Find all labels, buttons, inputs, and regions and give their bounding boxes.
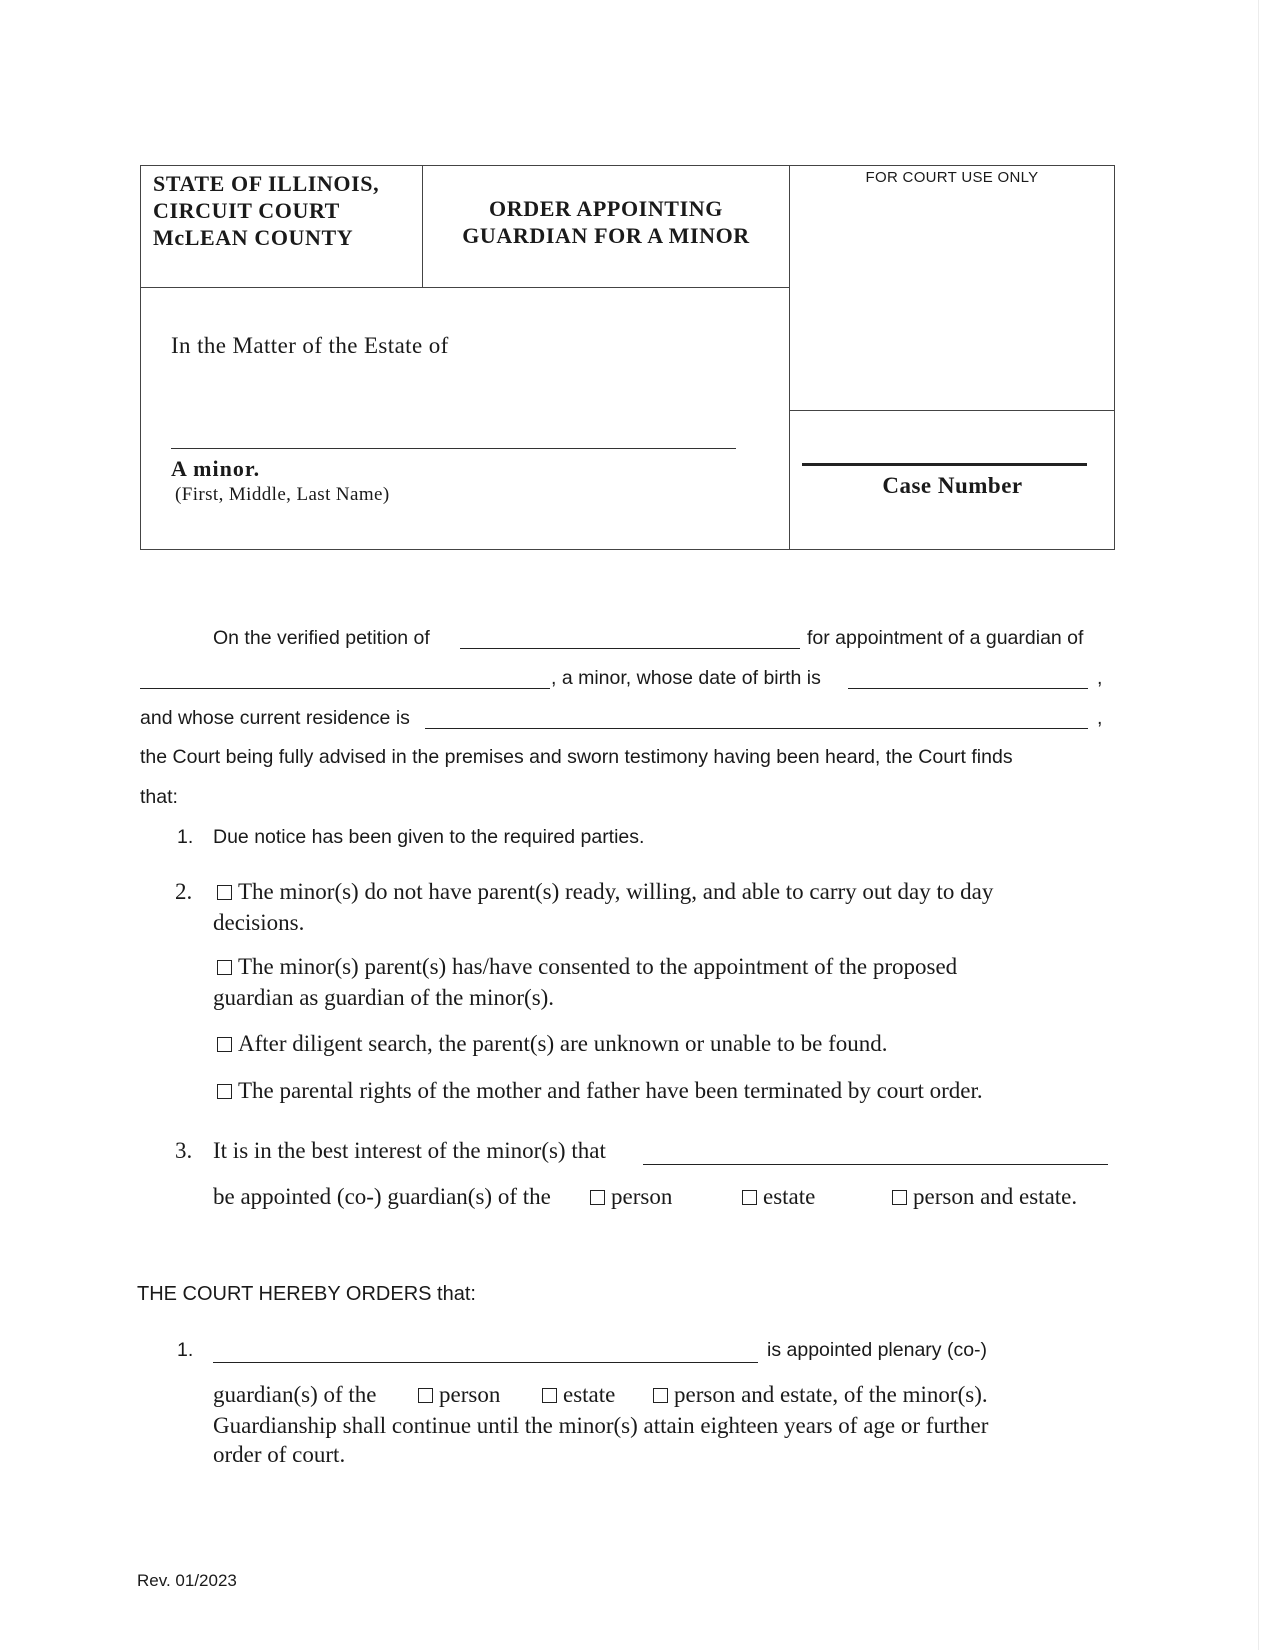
caption-box bbox=[140, 165, 1115, 550]
checkbox-plenary-person-estate[interactable] bbox=[653, 1388, 668, 1403]
unknown-parent-text: After diligent search, the parent(s) are unknown or unable to be found. bbox=[238, 1031, 888, 1056]
guardian-name-field[interactable] bbox=[643, 1164, 1108, 1165]
revision-label: Rev. 01/2023 bbox=[137, 1571, 237, 1590]
no-parent-option[interactable] bbox=[217, 879, 993, 905]
checkbox-consent[interactable] bbox=[217, 960, 232, 975]
guardian-person-option[interactable] bbox=[590, 1184, 672, 1210]
state-line-1: STATE OF ILLINOIS, bbox=[153, 171, 380, 196]
title-line-2: GUARDIAN FOR A MINOR bbox=[462, 223, 750, 248]
guardian-person-estate-text: person and estate. bbox=[913, 1184, 1078, 1209]
petitioner-field[interactable] bbox=[460, 648, 800, 649]
case-number-label: Case Number bbox=[882, 473, 1023, 498]
checkbox-guardian-person-estate[interactable] bbox=[892, 1190, 907, 1205]
dob-comma: , bbox=[1097, 667, 1103, 689]
appointed-text: be appointed (co-) guardian(s) of the bbox=[213, 1184, 551, 1209]
residence-field[interactable] bbox=[425, 728, 1088, 729]
court-use-box bbox=[789, 166, 1114, 411]
case-number-box bbox=[789, 411, 1114, 549]
consent-text-1: The minor(s) parent(s) has/have consented to the appointment of the proposed bbox=[238, 954, 958, 979]
minor-dob-text: , a minor, whose date of birth is bbox=[551, 667, 821, 689]
order-1-text: is appointed plenary (co-) bbox=[767, 1339, 988, 1361]
matter-text: In the Matter of the Estate of bbox=[171, 333, 449, 358]
dob-field[interactable] bbox=[848, 688, 1088, 689]
no-parent-text-2: decisions. bbox=[213, 910, 305, 935]
guardian-of-text: guardian(s) of the bbox=[213, 1382, 377, 1407]
plenary-estate-option[interactable] bbox=[542, 1382, 615, 1408]
checkbox-guardian-person[interactable] bbox=[590, 1190, 605, 1205]
continue-text-2: order of court. bbox=[213, 1442, 346, 1467]
guardian-person-estate-option[interactable] bbox=[892, 1184, 1077, 1210]
finding-1-text: Due notice has been given to the required parties. bbox=[213, 826, 645, 848]
guardian-estate-text: estate bbox=[763, 1184, 816, 1209]
plenary-estate-text: estate bbox=[563, 1382, 616, 1407]
checkbox-terminated-rights[interactable] bbox=[217, 1084, 232, 1099]
order-1-number: 1. bbox=[177, 1339, 194, 1361]
state-line-3: McLEAN COUNTY bbox=[153, 225, 354, 250]
plenary-person-estate-text: person and estate, of the minor(s). bbox=[674, 1382, 988, 1407]
case-number-field[interactable] bbox=[802, 463, 1087, 466]
residence-comma: , bbox=[1097, 707, 1103, 729]
terminated-rights-option[interactable] bbox=[217, 1078, 983, 1104]
checkbox-no-parent[interactable] bbox=[217, 885, 232, 900]
finding-3-number: 3. bbox=[175, 1138, 193, 1163]
minor-field[interactable] bbox=[140, 688, 550, 689]
minor-name-hint: (First, Middle, Last Name) bbox=[175, 484, 390, 505]
plenary-person-option[interactable] bbox=[418, 1382, 500, 1408]
continue-text-1: Guardianship shall continue until the minor(s) attain eighteen years of age or further bbox=[213, 1413, 989, 1438]
petition-text-b: for appointment of a guardian of bbox=[807, 627, 1084, 649]
court-info bbox=[141, 166, 423, 288]
matter-box bbox=[141, 288, 789, 549]
page-edge bbox=[1258, 0, 1259, 1650]
no-parent-text-1: The minor(s) do not have parent(s) ready, willing, and able to carry out day to day bbox=[238, 879, 994, 904]
minor-label: A minor. bbox=[171, 456, 261, 481]
consent-text-2: guardian as guardian of the minor(s). bbox=[213, 985, 555, 1010]
checkbox-guardian-estate[interactable] bbox=[742, 1190, 757, 1205]
checkbox-plenary-person[interactable] bbox=[418, 1388, 433, 1403]
terminated-rights-text: The parental rights of the mother and father have been terminated by court order. bbox=[238, 1078, 983, 1103]
petition-text-a: On the verified petition of bbox=[213, 627, 430, 649]
finding-2-number: 2. bbox=[175, 879, 193, 904]
plenary-guardian-field[interactable] bbox=[213, 1362, 758, 1363]
form-title bbox=[423, 166, 789, 288]
guardian-person-text: person bbox=[611, 1184, 673, 1209]
finding-intro-1: the Court being fully advised in the premises and sworn testimony having been heard, the Court finds bbox=[140, 746, 1013, 768]
orders-heading: THE COURT HEREBY ORDERS that: bbox=[137, 1283, 476, 1305]
court-use-label: FOR COURT USE ONLY bbox=[865, 169, 1039, 186]
title-line-1: ORDER APPOINTING bbox=[489, 196, 723, 221]
consent-option[interactable] bbox=[217, 954, 957, 980]
checkbox-plenary-estate[interactable] bbox=[542, 1388, 557, 1403]
guardian-estate-option[interactable] bbox=[742, 1184, 815, 1210]
state-line-2: CIRCUIT COURT bbox=[153, 198, 340, 223]
finding-intro-2: that: bbox=[140, 786, 178, 808]
finding-3-text: It is in the best interest of the minor(s) that bbox=[213, 1138, 606, 1163]
checkbox-unknown-parent[interactable] bbox=[217, 1037, 232, 1052]
finding-1-number: 1. bbox=[177, 826, 194, 848]
minor-name-field[interactable] bbox=[171, 448, 736, 449]
plenary-person-estate-option[interactable] bbox=[653, 1382, 988, 1408]
plenary-person-text: person bbox=[439, 1382, 501, 1407]
unknown-parent-option[interactable] bbox=[217, 1031, 888, 1057]
residence-text: and whose current residence is bbox=[140, 707, 410, 729]
